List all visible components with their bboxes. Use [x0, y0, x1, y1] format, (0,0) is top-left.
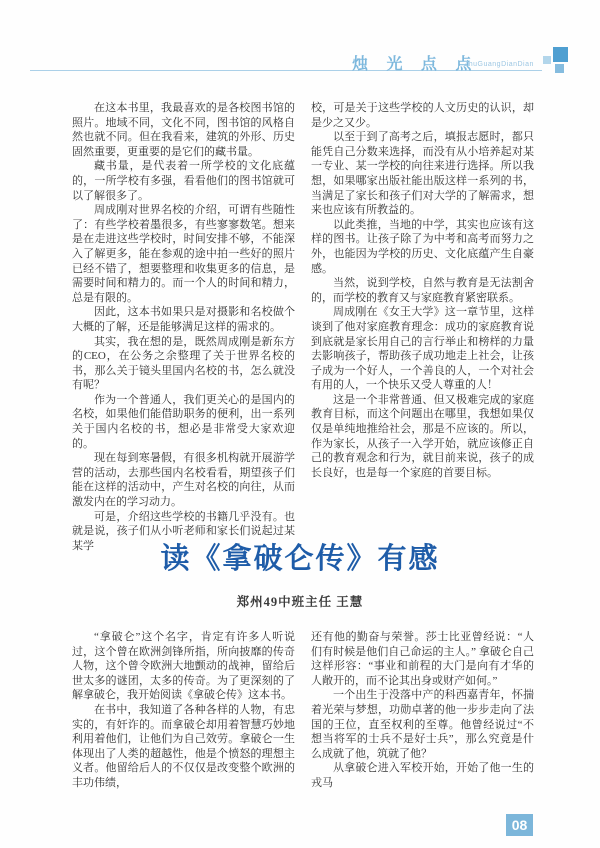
article1-left-column [72, 101, 295, 553]
paragraph: 从拿破仑进入军校开始，开始了他一生的戎马 [311, 762, 534, 789]
paragraph: “拿破仑”这个名字，肯定有许多人听说过，这个曾在欧洲剑锋所指，所向披靡的传奇人物，这个曾令欧洲大地颤动的战神，留给后世太多的谜团，太多的传奇。为了更深刻的了解拿破仑，我开始阅读《拿破仑传》这本书。 [72, 631, 295, 702]
article2-body [72, 630, 534, 791]
article2-left-column [72, 630, 295, 791]
pixel-squares-icon [543, 46, 573, 76]
paragraph: 以此类推，当地的中学，其实也应该有这样的图书。让孩子除了为中考和高考而努力之外，也能因为学校的历史、文化底蕴产生自豪感。 [311, 218, 534, 275]
deco-square-large [553, 47, 568, 62]
paragraph: 可是，介绍这些学校的书籍几乎没有。也就是说，孩子们从小听老师和家长们说起过某某学 [72, 510, 295, 552]
deco-square-small [543, 56, 551, 64]
paragraph: 校，可是关于这些学校的人文历史的认识，却是少之又少。 [311, 102, 534, 129]
paragraph: 其实，我在想的是，既然周成刚是新东方的CEO，在公务之余整理了关于世界名校的书，那么关于镜头里国内名校的书，怎么就没有呢？ [72, 335, 295, 392]
paragraph: 这是一个非常普通、但又极难完成的家庭教育目标，而这个问题出在哪里，我想如果仅仅是单纯地推给社会，那是不应该的。所以，作为家长，从孩子一入学开始，就应该修正自己的教育观念和行为，就目前来说，孩子的成长良好，也是每一个家庭的首要目标。 [311, 393, 534, 479]
page-number-badge: 08 [506, 814, 533, 836]
article1-right-column [311, 101, 534, 553]
paragraph: 现在每到寒暑假，有很多机构就开展游学营的活动，去那些国内名校看看，期望孩子们能在这样的活动中，产生对名校的向往，从而激发内在的学习动力。 [72, 452, 295, 509]
masthead-title: 烛 光 点 点 [352, 56, 479, 73]
masthead-pinyin: ZhuGuangDianDian [464, 61, 534, 68]
paragraph: 还有他的勤奋与荣誉。莎士比亚曾经说：“人们有时候是他们自己命运的主人。” 拿破仑自己这样形容：“事业和前程的大门是向有才华的人敞开的，而不论其出身或财产如何。” [311, 631, 534, 687]
article1-body [72, 101, 534, 553]
paragraph: 周成刚在《女王大学》这一章节里，这样谈到了他对家庭教育理念：成功的家庭教育说到底就是家长用自己的言行举止和榜样的力量去影响孩子，帮助孩子成功地走上社会，让孩子成为一个好人，一个善良的人，一个对社会有用的人，一个快乐又受人尊重的人！ [311, 306, 534, 392]
deco-square-bottom [555, 64, 564, 73]
paragraph: 藏书量，是代表着一所学校的文化底蕴的，一所学校有多强，看看他们的图书馆就可以了解很多了。 [72, 160, 295, 202]
paragraph: 作为一个普通人，我们更关心的是国内的名校，如果他们能借助职务的便利，出一系列关于国内名校的书，想必是非常受大家欢迎的。 [72, 393, 295, 450]
article2-right-column [311, 630, 534, 791]
paragraph: 周成刚对世界名校的介绍，可谓有些随性了：有些学校着墨很多，有些寥寥数笔。想来是在走进这些学校时，时间安排不够，不能深入了解更多，能在参观的途中拍一些好的照片已经不错了，想要整理和收集更多的信息，是需要时间和精力的。而一个人的时间和精力，总是有限的。 [72, 204, 295, 304]
paragraph: 一个出生于没落中产的科西嘉青年，怀揣着光荣与梦想，功勋卓著的他一步步走向了法国的王位，直至权利的至尊。他曾经说过“不想当将军的士兵不是好士兵”，那么究竟是什么成就了他，筑就了他？ [311, 689, 534, 760]
paragraph: 以至于到了高考之后，填报志愿时，都只能凭自己分数来选择，而没有从小培养起对某一专业、某一学校的向往来进行选择。所以我想，如果哪家出版社能出版这样一系列的书，当满足了家长和孩子们对大学的了解需求，想来也应该有所教益的。 [311, 131, 534, 217]
paragraph: 在这本书里，我最喜欢的是各校图书馆的照片。地域不同，文化不同，图书馆的风格自然也就不同。但在我看来，建筑的外形、历史固然重要，更重要的是它们的藏书量。 [72, 102, 295, 158]
paragraph: 当然，说到学校，自然与教育是无法割舍的，而学校的教育又与家庭教育紧密联系。 [311, 277, 534, 304]
article2-author: 郑州49中班主任 王慧 [236, 595, 364, 609]
paragraph: 因此，这本书如果只是对摄影和名校做个大概的了解，还是能够满足这样的需求的。 [72, 306, 295, 333]
paragraph: 在书中，我知道了各种各样的人物，有忠实的，有奸诈的。而拿破仑却用着智慧巧妙地利用着他们，让他们为自己效劳。拿破仑一生体现出了人类的超越性，他是个愤怒的理想主义者。他留给后人的不仅仅是改变整个欧洲的丰功伟绩， [72, 703, 295, 789]
article2-title: 读《拿破仑传》有感 [160, 543, 440, 575]
